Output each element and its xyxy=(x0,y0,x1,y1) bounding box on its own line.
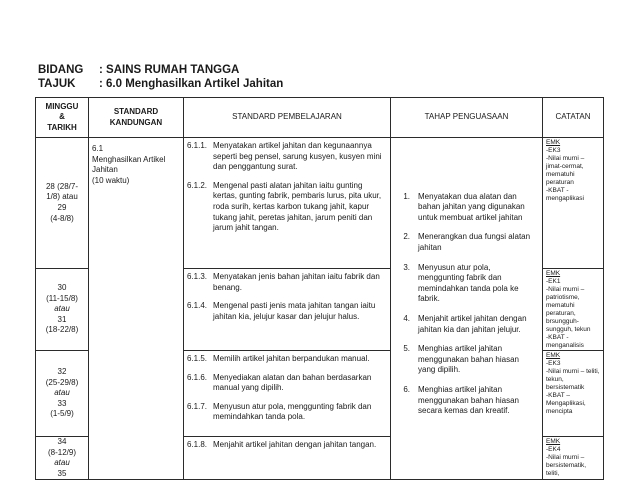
tp-item: 3. Menyusun atur pola, menggunting fabrik dan memindahkan tanda pola ke fabrik. xyxy=(403,262,519,304)
minggu-cell: 34 (8-12/9) atau 35 xyxy=(36,437,89,480)
minggu-cell: 28 (28/7- 1/8) atau 29 (4-8/8) xyxy=(36,138,89,269)
standard-kandungan-cell: 6.1 Menghasilkan Artikel Jahitan (10 waktu) xyxy=(89,138,184,480)
catatan-cell: EMK -EK1 -Nilai murni – patriotisme, mematuhi peraturan, brsungguh-sungguh, tekun -KBAT - menganalisis xyxy=(543,269,604,351)
catatan-cell: EMK -EK4 -Nilai murni – bersistematik, teliti, xyxy=(543,437,604,480)
sp-item: 6.1.7. Menyusun atur pola, menggunting fabrik dan memindahkan tanda pola. xyxy=(187,401,372,422)
tp-item: 6. Menghias artikel jahitan menggunakan bahan hiasan secara kemas dan kreatif. xyxy=(403,384,519,416)
col-minggu: MINGGU & TARIKH xyxy=(36,98,89,138)
tahap-penguasaan-cell xyxy=(391,138,543,480)
sp-item: 6.1.8. Menjahit artikel jahitan dengan jahitan tangan. xyxy=(187,440,377,449)
sp-item: 6.1.3. Menyatakan jenis bahan jahitan iaitu fabrik dan benang. xyxy=(187,272,380,292)
standard-pembelajaran-cell xyxy=(184,437,391,480)
table-row xyxy=(36,138,604,269)
col-catatan: CATATAN xyxy=(543,98,604,138)
col-standard-kandungan: STANDARD KANDUNGAN xyxy=(89,98,184,138)
tajuk-label: TAJUK xyxy=(38,78,76,90)
tp-item: 1. Menyatakan dua alatan dan bahan jahitan yang digunakan untuk membuat artikel jahitan xyxy=(403,191,525,222)
minggu-cell: 30 (11-15/8) atau 31 (18-22/8) xyxy=(36,269,89,351)
bidang-label: BIDANG xyxy=(38,64,84,76)
table-header-row xyxy=(36,98,604,138)
sp-item: 6.1.4. Mengenal pasti jenis mata jahitan tangan iaitu jahitan kia, jelujur kasar dan jelujur halus. xyxy=(187,301,376,321)
catatan-cell: EMK -EK3 -Nilai murni – jimat-cermat, mematuhi peraturan -KBAT - mengaplikasi xyxy=(543,138,604,269)
standard-pembelajaran-cell xyxy=(184,138,391,269)
sp-item: 6.1.2. Mengenal pasti alatan jahitan iaitu gunting kertas, gunting fabrik, pembaris lurus, pita ukur, roda surih, kertas karbon tukang jahit, kapur tukang jahit, peretas jahitan, jarum peniti dan jarum jahit tangan. xyxy=(187,180,382,233)
bidang-value: : SAINS RUMAH TANGGA xyxy=(99,64,240,76)
tp-item: 4. Menjahit artikel jahitan dengan jahitan kia dan jahitan jelujur. xyxy=(403,313,527,334)
rpt-table xyxy=(35,97,604,480)
col-tahap-penguasaan: TAHAP PENGUASAAN xyxy=(391,98,543,138)
tp-item: 2. Menerangkan dua fungsi alatan jahitan xyxy=(403,232,531,253)
sp-item: 6.1.1. Menyatakan artikel jahitan dan kegunaannya seperti beg pensel, sarung kusyen, kusyen mini dan penggantung surat. xyxy=(187,141,382,172)
standard-pembelajaran-cell xyxy=(184,351,391,437)
sp-item: 6.1.5. Memilih artikel jahitan berpandukan manual. xyxy=(187,354,370,363)
tajuk-value: : 6.0 Menghasilkan Artikel Jahitan xyxy=(99,78,284,90)
standard-pembelajaran-cell xyxy=(184,269,391,351)
tp-item: 5. Menghias artikel jahitan menggunakan bahan hiasan yang dipilih. xyxy=(403,344,519,375)
minggu-cell: 32 (25-29/8) atau 33 (1-5/9) xyxy=(36,351,89,437)
sp-item: 6.1.6. Menyediakan alatan dan bahan berdasarkan manual yang dipilih. xyxy=(187,372,372,393)
col-standard-pembelajaran: STANDARD PEMBELAJARAN xyxy=(184,98,391,138)
catatan-cell: EMK -EK3 -Nilai murni – teliti, tekun, bersistematik -KBAT – Mengaplikasi, mencipta xyxy=(543,351,604,437)
